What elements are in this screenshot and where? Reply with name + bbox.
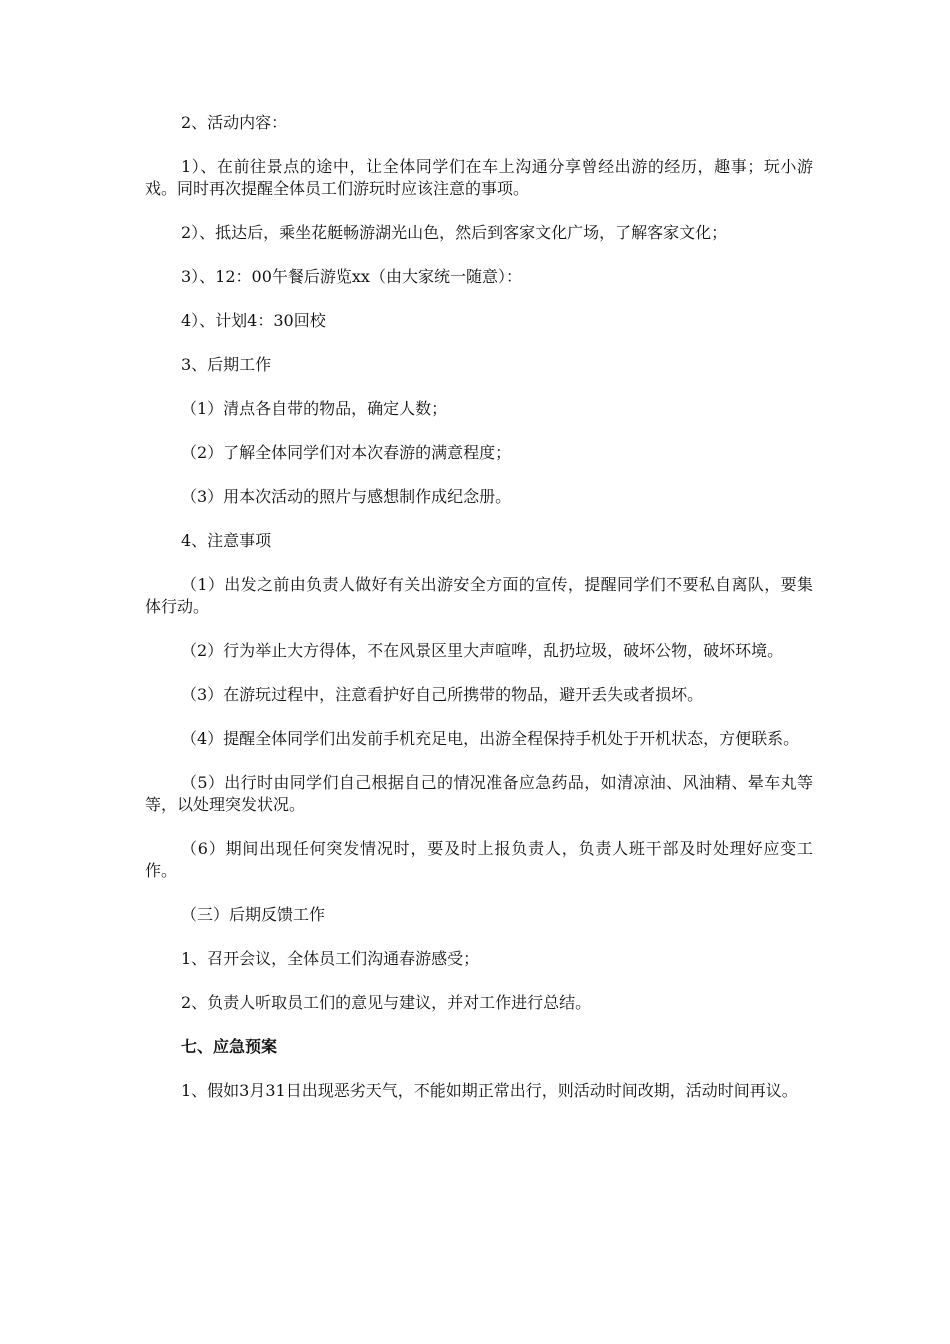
paragraph-notes-heading: 4、注意事项 [181,531,272,550]
paragraph-later-work-3: （3）用本次活动的照片与感想制作成纪念册。 [181,487,512,506]
paragraph-item-4: 4）、计划4：30回校 [181,311,326,330]
paragraph-activity-content: 2、活动内容： [181,113,288,132]
section-heading-emergency-plan: 七、应急预案 [181,1037,278,1056]
paragraph-feedback-2: 2、负责人听取员工们的意见与建议，并对工作进行总结。 [181,993,592,1012]
paragraph-item-3: 3）、12：00午餐后游览xx（由大家统一随意）： [181,267,522,286]
paragraph-item-2: 2）、抵达后，乘坐花艇畅游湖光山色，然后到客家文化广场，了解客家文化； [181,223,728,242]
paragraph-later-work: 3、后期工作 [181,355,272,374]
paragraph-emergency-1: 1、假如3月31日出现恶劣天气，不能如期正常出行，则活动时间改期，活动时间再议。 [181,1081,798,1100]
paragraph-note-6: （6）期间出现任何突发情况时，要及时上报负责人，负责人班干部及时处理好应变工作。 [145,839,813,880]
paragraph-note-3: （3）在游玩过程中，注意看护好自己所携带的物品，避开丢失或者损坏。 [181,685,704,704]
paragraph-feedback-heading: （三）后期反馈工作 [181,905,326,924]
paragraph-item-1: 1）、在前往景点的途中，让全体同学们在车上沟通分享曾经出游的经历，趣事；玩小游戏。同时再次提醒全体员工们游玩时应该注意的事项。 [145,157,813,198]
paragraph-note-1: （1）出发之前由负责人做好有关出游安全方面的宣传，提醒同学们不要私自离队，要集体行动。 [145,575,813,616]
document-body [145,112,813,1124]
paragraph-later-work-1: （1）清点各自带的物品，确定人数； [181,399,448,418]
paragraph-later-work-2: （2）了解全体同学们对本次春游的满意程度； [181,443,512,462]
paragraph-note-5: （5）出行时由同学们自己根据自己的情况准备应急药品，如清凉油、风油精、晕车丸等等，以处理突发状况。 [145,773,813,814]
paragraph-note-2: （2）行为举止大方得体，不在风景区里大声喧哗，乱扔垃圾，破坏公物，破坏环境。 [181,641,784,660]
paragraph-note-4: （4）提醒全体同学们出发前手机充足电，出游全程保持手机处于开机状态，方便联系。 [181,729,800,748]
paragraph-feedback-1: 1、召开会议，全体员工们沟通春游感受； [181,949,480,968]
